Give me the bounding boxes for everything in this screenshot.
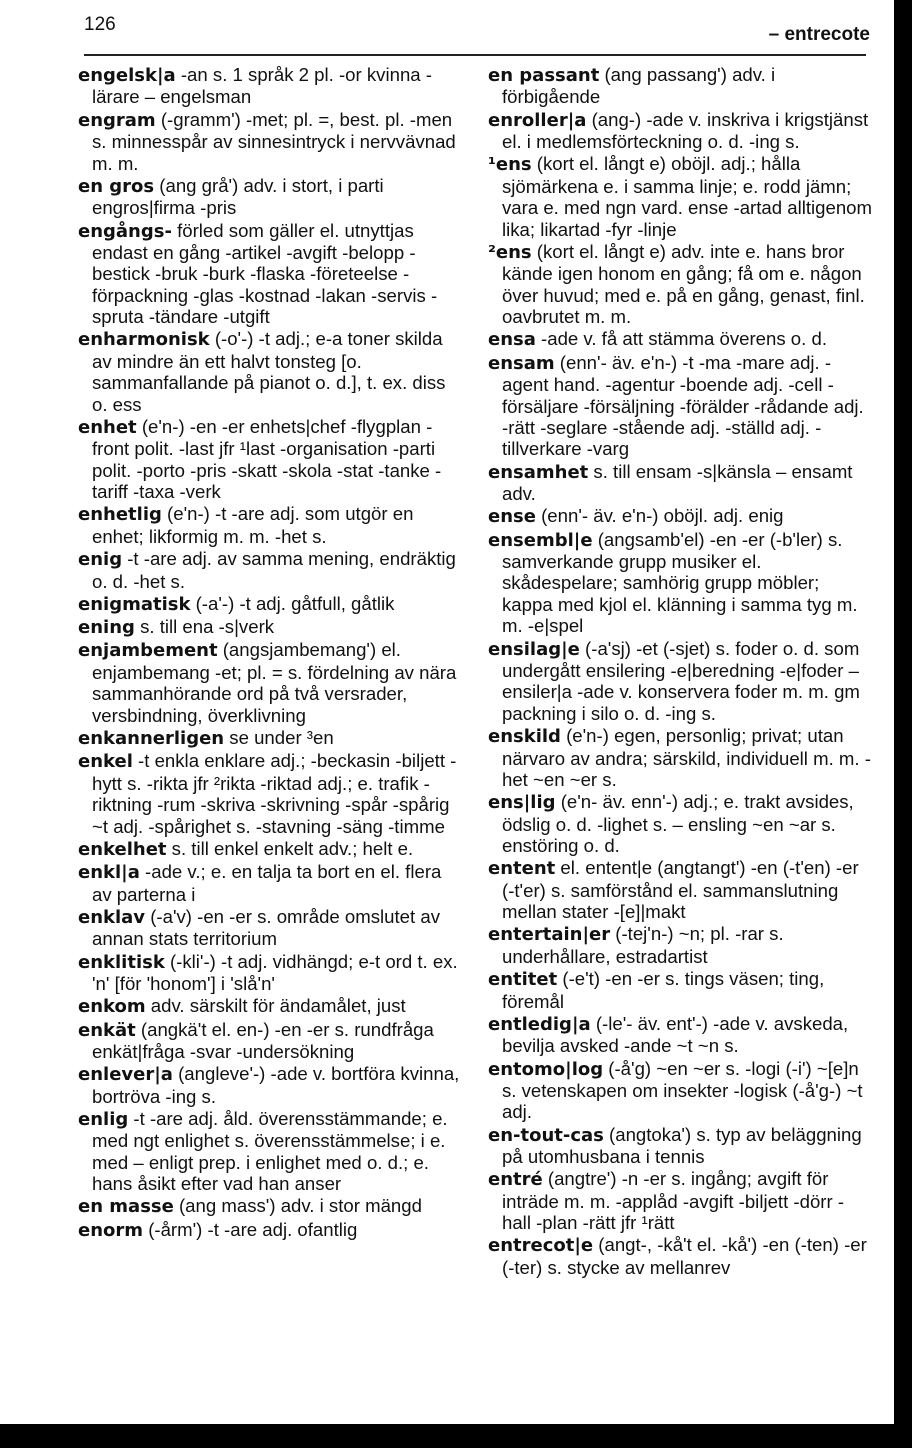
entry-headword: entomo|log <box>488 1058 604 1080</box>
entry-headword: entrecot|e <box>488 1235 594 1257</box>
entry-definition: (angkä't el. en-) -en -er s. rundfråga enkät|fråga -svar -undersökning <box>92 1018 434 1062</box>
entry-definition: el. entent|e (angtangt') -en (-t'en) -er (-t'er) s. samförstånd el. sammanslutning mellan stater -[e]|makt <box>502 857 859 923</box>
header-rule <box>84 54 866 56</box>
page-number: 126 <box>84 14 116 35</box>
dictionary-entry <box>78 1019 462 1063</box>
entry-definition: (angt-, -kå't el. -kå') -en (-ten) -er (-ter) s. stycke av mellanrev <box>502 1234 867 1278</box>
entry-headword: enklav <box>78 906 146 928</box>
entry-definition: (enn'- äv. e'n-) oböjl. adj. enig <box>535 505 784 527</box>
entry-headword: enigmatisk <box>78 593 191 615</box>
entry-headword: enhet <box>78 416 137 438</box>
entry-headword: en masse <box>78 1196 174 1218</box>
right-column <box>488 64 872 1279</box>
entry-definition: -ade v. få att stämma överens o. d. <box>535 328 827 350</box>
dictionary-entry <box>78 1195 462 1217</box>
entry-headword: ensam <box>488 352 555 374</box>
entry-headword: engångs- <box>78 220 172 242</box>
running-head: – entrecote <box>768 24 870 45</box>
entry-headword: engram <box>78 109 156 131</box>
entry-definition: -t enkla enklare adj.; -beckasin -biljett -hytt s. -rikta jfr ²rikta -riktad adj.; e. trafik -riktning -rum -skriva -skrivning -spår -spårig ~t adj. -spårighet s. -stavning -säng -timme <box>92 750 457 837</box>
left-column <box>78 64 462 1242</box>
entry-headword: en-tout-cas <box>488 1124 604 1146</box>
entry-headword: enorm <box>78 1219 144 1241</box>
dictionary-entry <box>78 906 462 950</box>
dictionary-entry <box>78 750 462 837</box>
entry-definition: (-a'-) -t adj. gåtfull, gåtlik <box>190 592 395 614</box>
dictionary-entry <box>78 220 462 328</box>
entry-definition: (angleve'-) -ade v. bortföra kvinna, bortröva -ing s. <box>92 1063 460 1107</box>
dictionary-entry <box>488 153 872 240</box>
dictionary-entry <box>488 923 872 967</box>
entry-headword: enharmonisk <box>78 329 210 351</box>
entry-headword: enkelhet <box>78 838 167 860</box>
entry-headword: en passant <box>488 65 600 86</box>
entry-headword: ening <box>78 617 135 639</box>
dictionary-entry <box>78 616 462 638</box>
entry-definition: -t -are adj. av samma mening, endräktig o. d. -het s. <box>92 548 456 592</box>
scan-border-right <box>894 0 912 1448</box>
entry-headword: enkannerligen <box>78 727 225 749</box>
entry-definition: (-o'-) -t adj.; e-a toner skilda av mindre än ett halvt tonsteg [o. sammanfallande på pianot o. d.], t. ex. diss o. ess <box>92 328 446 415</box>
entry-headword: enig <box>78 549 123 571</box>
entry-headword: ¹ens <box>488 154 532 176</box>
entry-definition: s. till ensam -s|känsla – ensamt adv. <box>502 460 853 505</box>
dictionary-entry <box>488 791 872 856</box>
entry-definition: (kort el. långt e) adv. inte e. hans bror kände igen honom en gång; få om e. någon över huvud; med e. på en gång, genast, finl. oavbrutet m. m. <box>502 240 865 328</box>
dictionary-entry <box>78 1063 462 1107</box>
entry-definition: -t -are adj. åld. överensstämmande; e. med ngt enlighet s. överensstämmelse; i e. med – enligt prep. i enlighet med o. d.; e. hans åsikt efter vad han anser <box>92 1107 448 1195</box>
entry-definition: (angtre') -n -er s. ingång; avgift för inträde m. m. -applåd -avgift -biljett -dörr -hall -plan -rätt jfr ¹rätt <box>502 1168 845 1234</box>
entry-definition: (e'n-) -t -are adj. som utgör en enhet; likformig m. m. -het s. <box>92 503 414 547</box>
entry-definition: (ang mass') adv. i stor mängd <box>173 1195 422 1217</box>
dictionary-entry <box>78 639 462 726</box>
entry-headword: ensilag|e <box>488 638 580 660</box>
dictionary-entry <box>488 1124 872 1168</box>
dictionary-entry <box>78 838 462 860</box>
entry-headword: ensa <box>488 329 536 351</box>
entry-headword: engelsk|a <box>78 65 176 86</box>
dictionary-entry <box>78 503 462 547</box>
entry-headword: ense <box>488 506 536 528</box>
entry-definition: (-å'g) ~en ~er s. -logi (-i') ~[e]n s. vetenskapen om insekter -logisk (-å'g-) ~t adj. <box>502 1057 863 1123</box>
entry-definition: (angsamb'el) -en -er (-b'ler) s. samverkande grupp musiker el. skådespelare; samhörig grupp möbler; kappa med kjol el. klänning i samma tyg m. m. -e|spel <box>502 528 858 637</box>
entry-definition: s. till ena -s|verk <box>134 616 275 638</box>
entry-headword: entré <box>488 1169 543 1191</box>
entry-definition: (e'n- äv. enn'-) adj.; e. trakt avsides, ödslig o. d. -lighet s. – ensling ~en ~ar s. enstöring o. d. <box>502 791 854 857</box>
entry-headword: entledig|a <box>488 1013 591 1035</box>
entry-headword: enkät <box>78 1019 136 1041</box>
dictionary-entry <box>78 995 462 1017</box>
dictionary-entry <box>78 1219 462 1241</box>
dictionary-entry <box>78 109 462 174</box>
scan-border-bottom <box>0 1424 912 1448</box>
entry-headword: entertain|er <box>488 924 611 946</box>
entry-definition: (kort el. långt e) oböjl. adj.; hålla sjömärkena e. i samma linje; e. rodd jämn; vara e. med ngn vard. ense -artad alltigenom lika; likartad -fyr -linje <box>502 153 873 240</box>
dictionary-entry <box>78 1108 462 1195</box>
dictionary-entry <box>78 593 462 615</box>
entry-definition: (ang passang') adv. i förbigående <box>502 64 776 108</box>
entry-definition: (-kli'-) -t adj. vidhängd; e-t ord t. ex. 'n' [för 'honom'] i 'slå'n' <box>92 950 458 994</box>
dictionary-entry <box>78 951 462 995</box>
entry-definition: (-le'- äv. ent'-) -ade v. avskeda, bevilja avsked -ande ~t ~n s. <box>502 1012 849 1057</box>
entry-headword: enklitisk <box>78 951 165 973</box>
entry-headword: enskild <box>488 726 561 748</box>
entry-headword: enhetlig <box>78 504 162 526</box>
dictionary-entry <box>488 505 872 527</box>
entry-headword: ensembl|e <box>488 529 593 551</box>
dictionary-entry <box>488 857 872 922</box>
entry-definition: (enn'- äv. e'n-) -t -ma -mare adj. -agent hand. -agentur -boende adj. -cell -försäljare -försäljning -förälder -rådande adj. -rätt -seglare -stående adj. -ställd adj. -tillverkare -varg <box>502 351 864 460</box>
entry-definition: (angtoka') s. typ av beläggning på utomhusbana i tennis <box>502 1123 862 1168</box>
entry-definition: (ang-) -ade v. inskriva i krigstjänst el. i medlemsförteckning o. d. -ing s. <box>502 108 869 153</box>
dictionary-entry <box>488 352 872 460</box>
entry-headword: enlever|a <box>78 1064 173 1086</box>
dictionary-entry <box>78 64 462 108</box>
entry-headword: ens|lig <box>488 792 556 814</box>
entry-headword: enkl|a <box>78 862 140 884</box>
entry-definition: -an s. 1 språk 2 pl. -or kvinna -lärare – engelsman <box>92 64 432 108</box>
entry-definition: (-årm') -t -are adj. ofantlig <box>143 1218 358 1240</box>
entry-definition: (-tej'n-) ~n; pl. -rar s. underhållare, estradartist <box>502 923 784 967</box>
entry-headword: enlig <box>78 1108 129 1130</box>
entry-headword: entitet <box>488 969 558 991</box>
dictionary-entry <box>488 725 872 790</box>
entry-headword: enroller|a <box>488 109 587 131</box>
dictionary-entry <box>488 1058 872 1123</box>
dictionary-entry <box>488 1234 872 1278</box>
dictionary-entry <box>78 861 462 905</box>
entry-definition: se under ³en <box>224 726 334 748</box>
entry-definition: (-a'sj) -et (-sjet) s. foder o. d. som undergått ensilering -e|beredning -e|foder – ensiler|a -ade v. konservera foder m. m. gm packning i silo o. d. -ing s. <box>502 637 860 724</box>
entry-headword: ensamhet <box>488 461 589 483</box>
entry-headword: ²ens <box>488 241 532 263</box>
dictionary-entry <box>488 968 872 1012</box>
dictionary-entry <box>488 529 872 637</box>
dictionary-entry <box>488 241 872 328</box>
entry-definition: (-gramm') -met; pl. =, best. pl. -men s. minnesspår av sinnesintryck i nervvävnad m. m. <box>92 108 456 174</box>
dictionary-entry <box>488 1168 872 1233</box>
dictionary-entry <box>78 548 462 592</box>
dictionary-entry <box>78 328 462 415</box>
entry-headword: entent <box>488 858 556 880</box>
entry-definition: (-e't) -en -er s. tings väsen; ting, föremål <box>502 968 825 1012</box>
dictionary-entry <box>78 727 462 749</box>
dictionary-entry <box>488 1013 872 1057</box>
entry-definition: (angsjambemang') el. enjambemang -et; pl. = s. fördelning av nära sammanhörande ord på två versrader, versbindning, överklivning <box>92 639 457 726</box>
entry-definition: (e'n-) -en -er enhets|chef -flygplan -front polit. -last jfr ¹last -organisation -parti polit. -porto -pris -skatt -skola -stat -tanke -tariff -taxa -verk <box>92 415 442 503</box>
dictionary-entry <box>488 461 872 505</box>
entry-definition: (-a'v) -en -er s. område omslutet av annan stats territorium <box>92 905 440 950</box>
dictionary-entry <box>488 64 872 108</box>
dictionary-entry <box>78 175 462 219</box>
dictionary-entry <box>488 328 872 350</box>
entry-definition: förled som gäller el. utnyttjas endast en gång -artikel -avgift -belopp -bestick -bruk -burk -flaska -företeelse -förpackning -glas -kostnad -lakan -servis -spruta -tändare -utgift <box>92 219 438 328</box>
dictionary-entry <box>488 109 872 153</box>
entry-headword: enkom <box>78 996 146 1018</box>
entry-headword: enjambement <box>78 640 218 662</box>
entry-definition: adv. särskilt för ändamålet, just <box>145 995 406 1017</box>
entry-definition: s. till enkel enkelt adv.; helt e. <box>166 837 414 859</box>
entry-definition: (ang grå') adv. i stort, i parti engros|firma -pris <box>92 174 384 219</box>
entry-headword: enkel <box>78 751 133 773</box>
entry-definition: -ade v.; e. en talja ta bort en el. flera av parterna i <box>92 861 442 905</box>
dictionary-entry <box>488 638 872 725</box>
dictionary-entry <box>78 416 462 503</box>
entry-headword: en gros <box>78 175 155 197</box>
entry-definition: (e'n-) egen, personlig; privat; utan närvaro av andra; särskild, individuell m. m. -het ~en ~er s. <box>502 725 871 790</box>
